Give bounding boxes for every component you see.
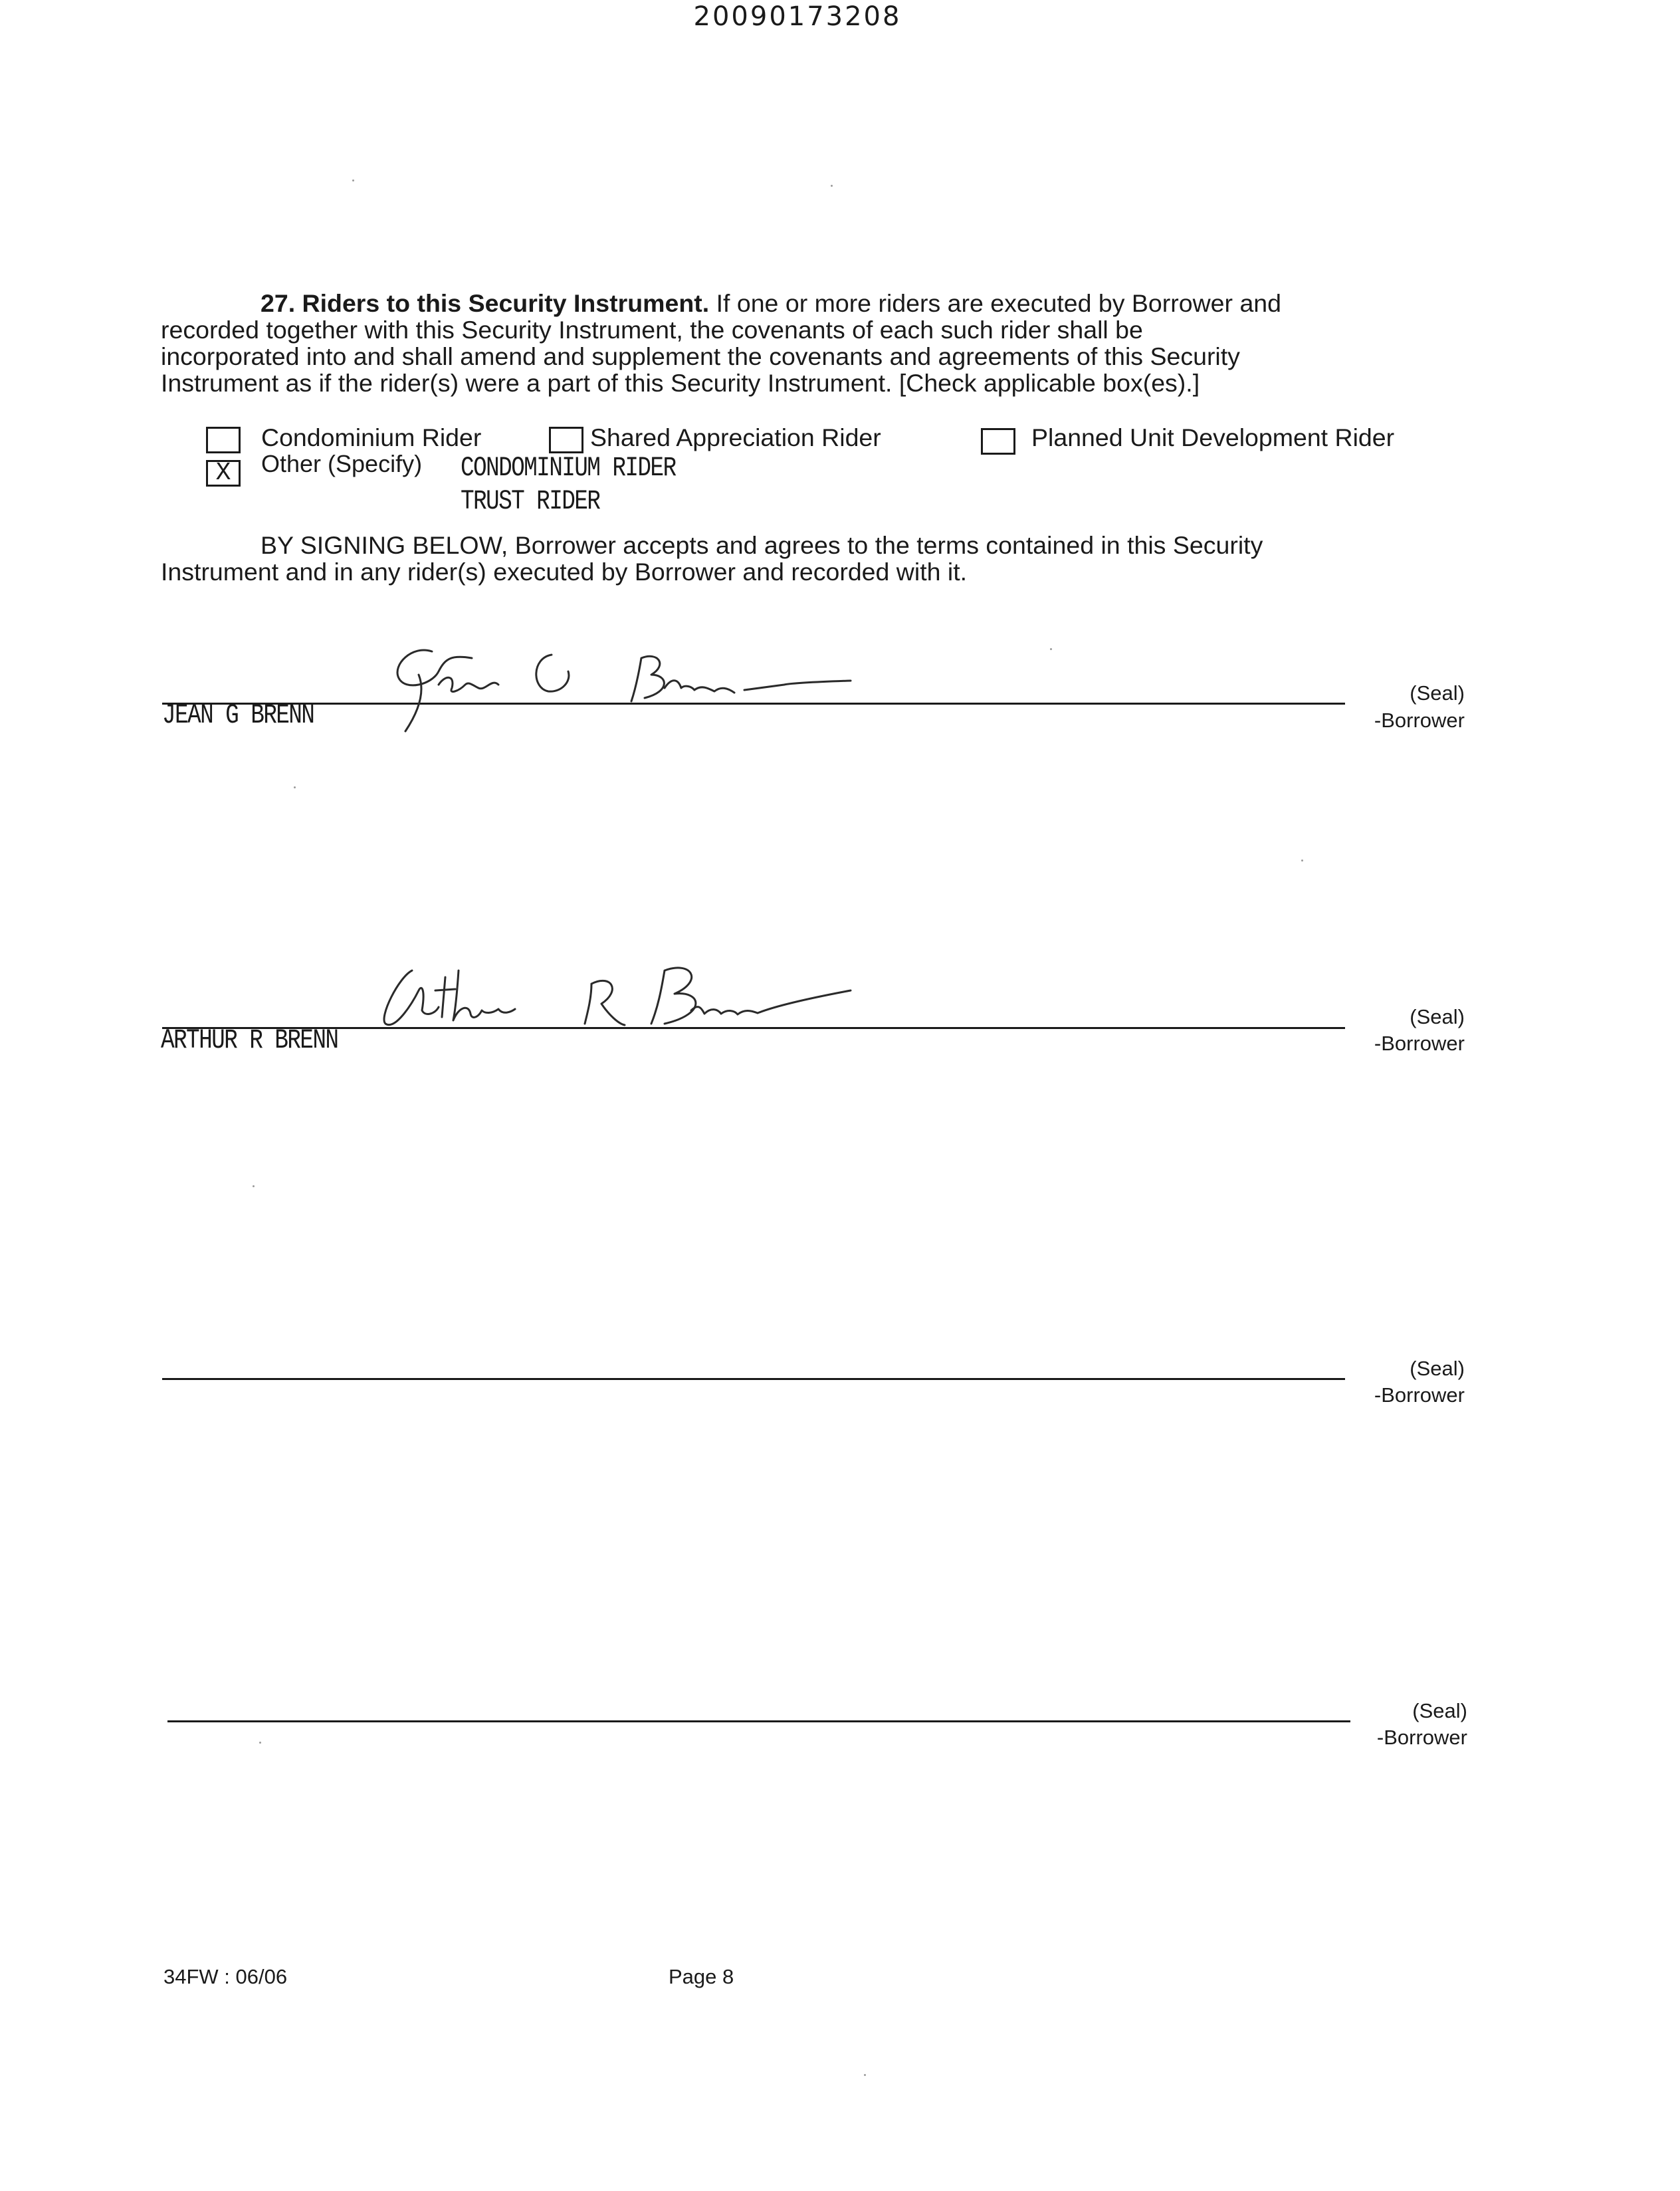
condominium-rider-label: Condominium Rider — [261, 423, 482, 451]
signing-statement-line-2: Instrument and in any rider(s) executed by Borrower and recorded with it. — [161, 558, 968, 586]
scan-speck — [831, 185, 833, 187]
planned-unit-development-rider-label: Planned Unit Development Rider — [1031, 423, 1395, 451]
seal-label-3: (Seal) — [1410, 1357, 1465, 1380]
seal-label-1: (Seal) — [1410, 681, 1465, 705]
borrower-role-1: -Borrower — [1374, 709, 1465, 732]
signing-statement — [161, 532, 1490, 585]
borrower-name-2: ARTHUR R BRENN — [161, 1024, 338, 1056]
handwritten-signature-2 — [372, 951, 904, 1037]
handwritten-signature-1 — [372, 638, 851, 738]
riders-paragraph-line-4: Instrument as if the rider(s) were a part of this Security Instrument. [Check applicable box(es).] — [161, 369, 1200, 397]
riders-paragraph-line-1 — [161, 290, 1490, 316]
borrower-name-1: JEAN G BRENN — [162, 699, 314, 731]
scan-speck — [253, 1185, 255, 1187]
borrower-role-3: -Borrower — [1374, 1383, 1465, 1407]
scan-speck — [259, 1742, 261, 1744]
scan-speck — [294, 786, 296, 788]
other-rider-specified-2: TRUST RIDER — [461, 485, 600, 517]
document-number: 20090173208 — [693, 1, 902, 32]
seal-label-4: (Seal) — [1412, 1699, 1467, 1722]
other-rider-specified-1: CONDOMINIUM RIDER — [461, 452, 676, 484]
riders-paragraph-line-3: incorporated into and shall amend and supplement the covenants and agreements of this Security — [161, 342, 1240, 370]
riders-heading: 27. Riders to this Security Instrument. — [261, 289, 710, 317]
borrower-role-4: -Borrower — [1376, 1726, 1467, 1749]
scan-speck — [864, 2074, 866, 2076]
signing-statement-line-1: BY SIGNING BELOW, Borrower accepts and agrees to the terms contained in this Security — [261, 531, 1263, 559]
riders-paragraph-text-1: If one or more riders are executed by Borrower and — [716, 289, 1282, 317]
page-number: Page 8 — [669, 1965, 734, 1988]
planned-unit-development-rider-checkbox[interactable] — [981, 428, 1015, 455]
scan-speck — [352, 179, 354, 181]
condominium-rider-checkbox[interactable] — [206, 427, 241, 453]
seal-label-2: (Seal) — [1410, 1005, 1465, 1028]
signature-line-4 — [167, 1720, 1350, 1722]
borrower-role-2: -Borrower — [1374, 1032, 1465, 1055]
scan-speck — [1301, 860, 1303, 862]
other-rider-label: Other (Specify) — [261, 450, 423, 477]
other-rider-checkbox[interactable]: X — [206, 460, 241, 487]
shared-appreciation-rider-label: Shared Appreciation Rider — [590, 423, 881, 451]
riders-paragraph — [161, 290, 1490, 396]
riders-paragraph-line-2: recorded together with this Security Instrument, the covenants of each such rider shall be — [161, 316, 1143, 344]
form-code: 34FW : 06/06 — [163, 1965, 288, 1988]
shared-appreciation-rider-checkbox[interactable] — [549, 427, 583, 453]
signature-line-3 — [162, 1378, 1345, 1380]
scan-speck — [1050, 648, 1052, 650]
